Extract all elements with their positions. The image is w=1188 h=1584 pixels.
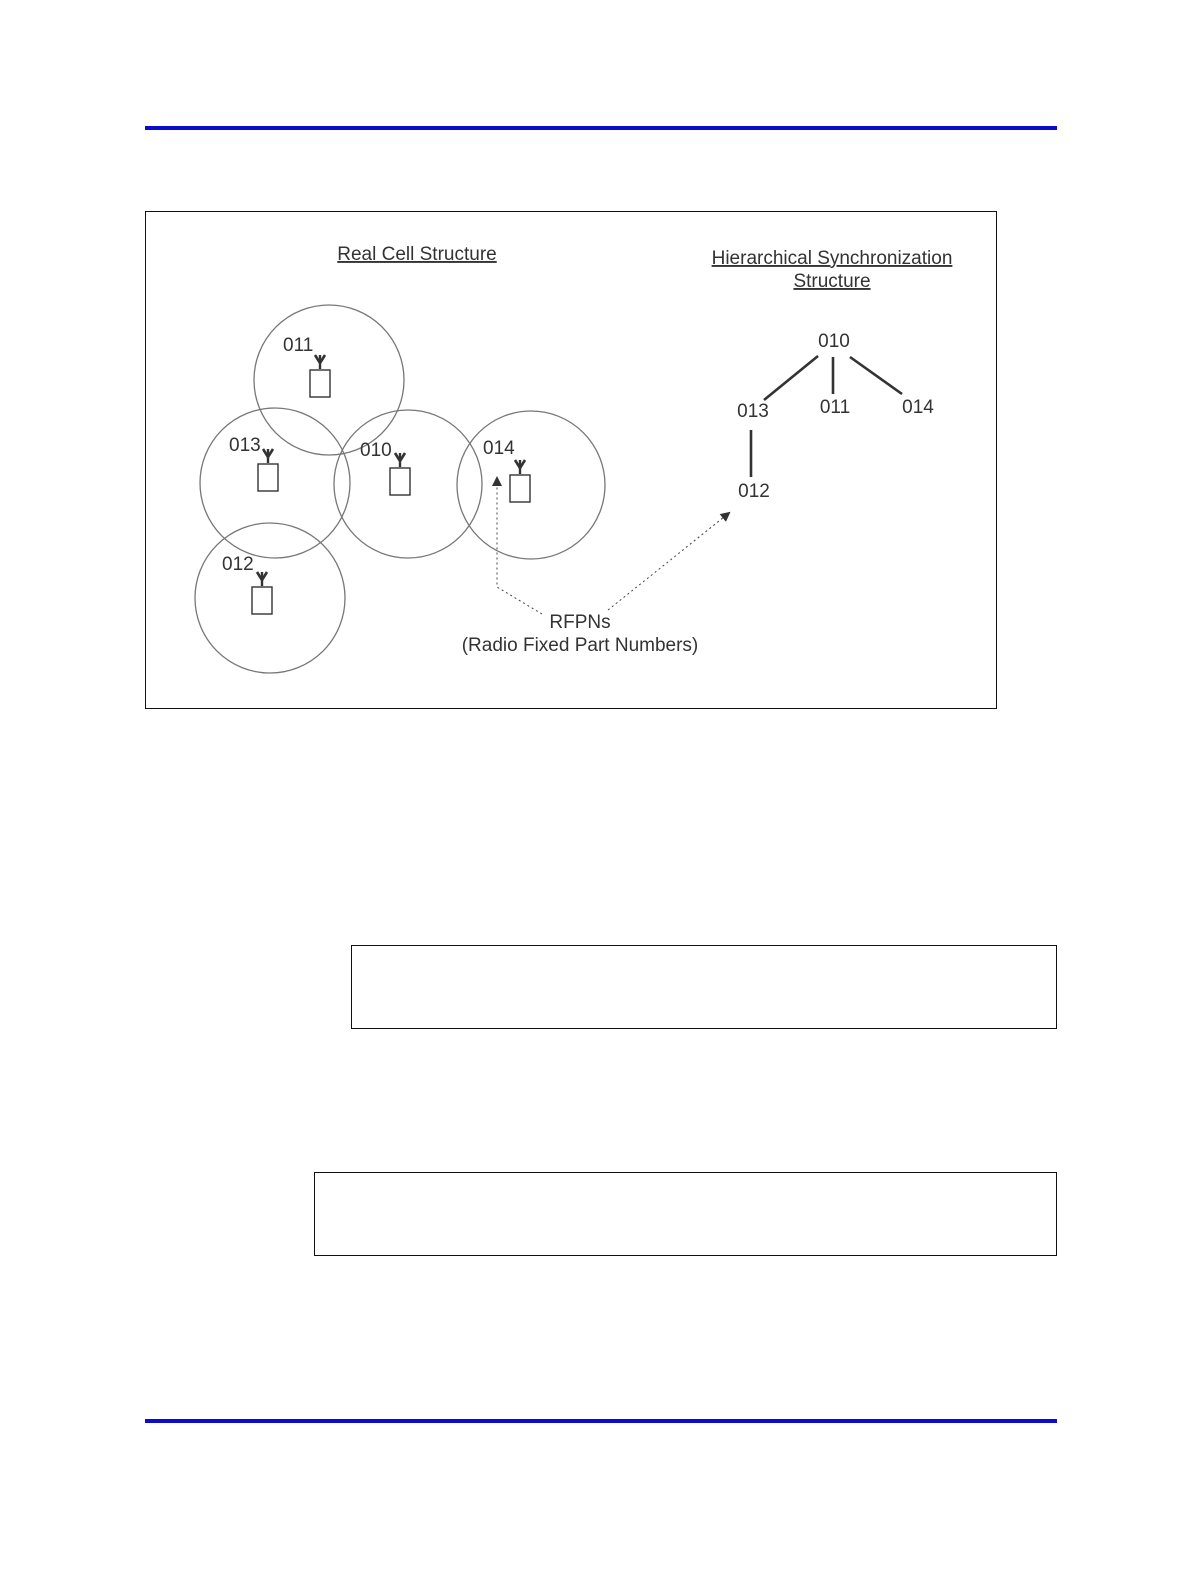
tree-edge [850,357,902,394]
antenna-icon [258,449,278,491]
antenna-icon [310,355,330,397]
cell-label-011: 011 [283,335,314,356]
hierarchy-title-line1: Hierarchical Synchronization [711,248,953,269]
tree-node-011: 011 [819,397,851,418]
antenna-icon [390,453,410,495]
callout-title: RFPNs [549,612,611,633]
tree-node-root: 010 [818,331,850,352]
cell-coverage-014 [457,411,605,559]
tree-edge [764,356,818,400]
cell-label-013: 013 [229,435,261,456]
figure-frame [145,211,997,709]
callout-arrow-to-tree [608,513,729,610]
tree-node-013: 013 [737,401,769,422]
note-box [351,945,1057,1029]
tree-node-012: 012 [738,481,770,502]
cell-label-014: 014 [483,438,515,459]
cell-label-010: 010 [360,440,392,461]
bottom-rule [145,1419,1057,1423]
real-cell-title: Real Cell Structure [337,244,497,265]
cell-label-012: 012 [222,554,254,575]
hierarchy-title-line2: Structure [793,271,871,292]
cell-diagram [146,212,998,710]
antenna-icon [252,572,272,614]
tree-node-014: 014 [902,397,934,418]
note-box [314,1172,1057,1256]
antenna-icon [510,460,530,502]
callout-subtitle: (Radio Fixed Part Numbers) [461,635,699,656]
top-rule [145,126,1057,130]
